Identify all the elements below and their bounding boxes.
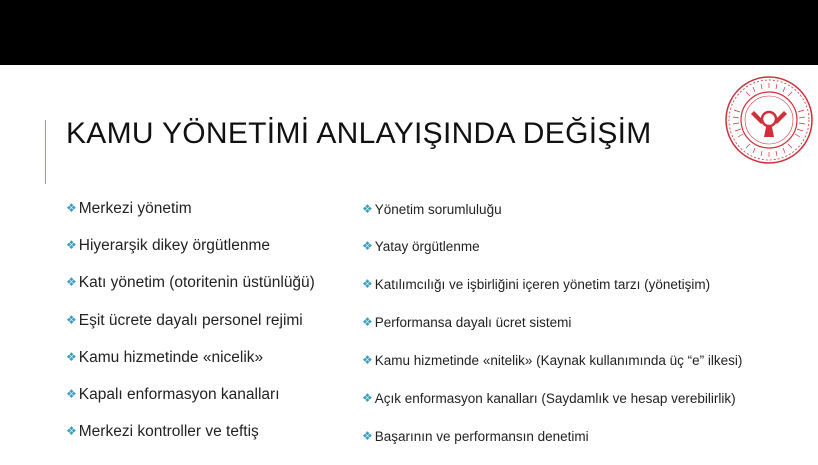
list-item: ❖ Merkezi kontroller ve teftiş — [66, 423, 259, 440]
diamond-bullet-icon: ❖ — [362, 391, 373, 405]
list-item: ❖ Kamu hizmetinde «nicelik» — [66, 349, 264, 366]
list-item: ❖ Yatay örgütlenme — [362, 239, 480, 254]
slide-title: KAMU YÖNETİMİ ANLAYIŞINDA DEĞİŞİM — [66, 117, 652, 150]
list-item: ❖ Kapalı enformasyon kanalları — [66, 386, 280, 403]
presentation-slide — [0, 65, 818, 465]
list-item: ❖ Başarının ve performansın denetimi — [362, 429, 589, 444]
list-item: ❖ Merkezi yönetim — [66, 200, 192, 217]
diamond-bullet-icon: ❖ — [362, 429, 373, 443]
diamond-bullet-icon: ❖ — [66, 238, 77, 252]
ministry-seal-icon — [724, 75, 814, 165]
list-item: ❖ Yönetim sorumluluğu — [362, 202, 502, 217]
list-item: ❖ Eşit ücrete dayalı personel rejimi — [66, 312, 303, 329]
list-item: ❖ Performansa dayalı ücret sistemi — [362, 315, 572, 330]
diamond-bullet-icon: ❖ — [66, 387, 77, 401]
list-item: ❖ Kamu hizmetinde «nitelik» (Kaynak kullanımında üç “e” ilkesi) — [362, 353, 743, 368]
title-accent-line — [45, 120, 46, 184]
diamond-bullet-icon: ❖ — [66, 201, 77, 215]
diamond-bullet-icon: ❖ — [362, 353, 373, 367]
list-item: ❖ Açık enformasyon kanalları (Saydamlık ve hesap verebilirlik) — [362, 391, 736, 406]
diamond-bullet-icon: ❖ — [362, 202, 373, 216]
top-black-bar — [0, 0, 818, 65]
diamond-bullet-icon: ❖ — [66, 313, 77, 327]
diamond-bullet-icon: ❖ — [66, 275, 77, 289]
diamond-bullet-icon: ❖ — [362, 315, 373, 329]
list-item: ❖ Katı yönetim (otoritenin üstünlüğü) — [66, 274, 315, 291]
list-item: ❖ Hiyerarşik dikey örgütlenme — [66, 237, 271, 254]
diamond-bullet-icon: ❖ — [66, 350, 77, 364]
list-item: ❖ Katılımcılığı ve işbirliğini içeren yönetim tarzı (yönetişim) — [362, 277, 711, 292]
diamond-bullet-icon: ❖ — [66, 424, 77, 438]
diamond-bullet-icon: ❖ — [362, 239, 373, 253]
diamond-bullet-icon: ❖ — [362, 277, 373, 291]
